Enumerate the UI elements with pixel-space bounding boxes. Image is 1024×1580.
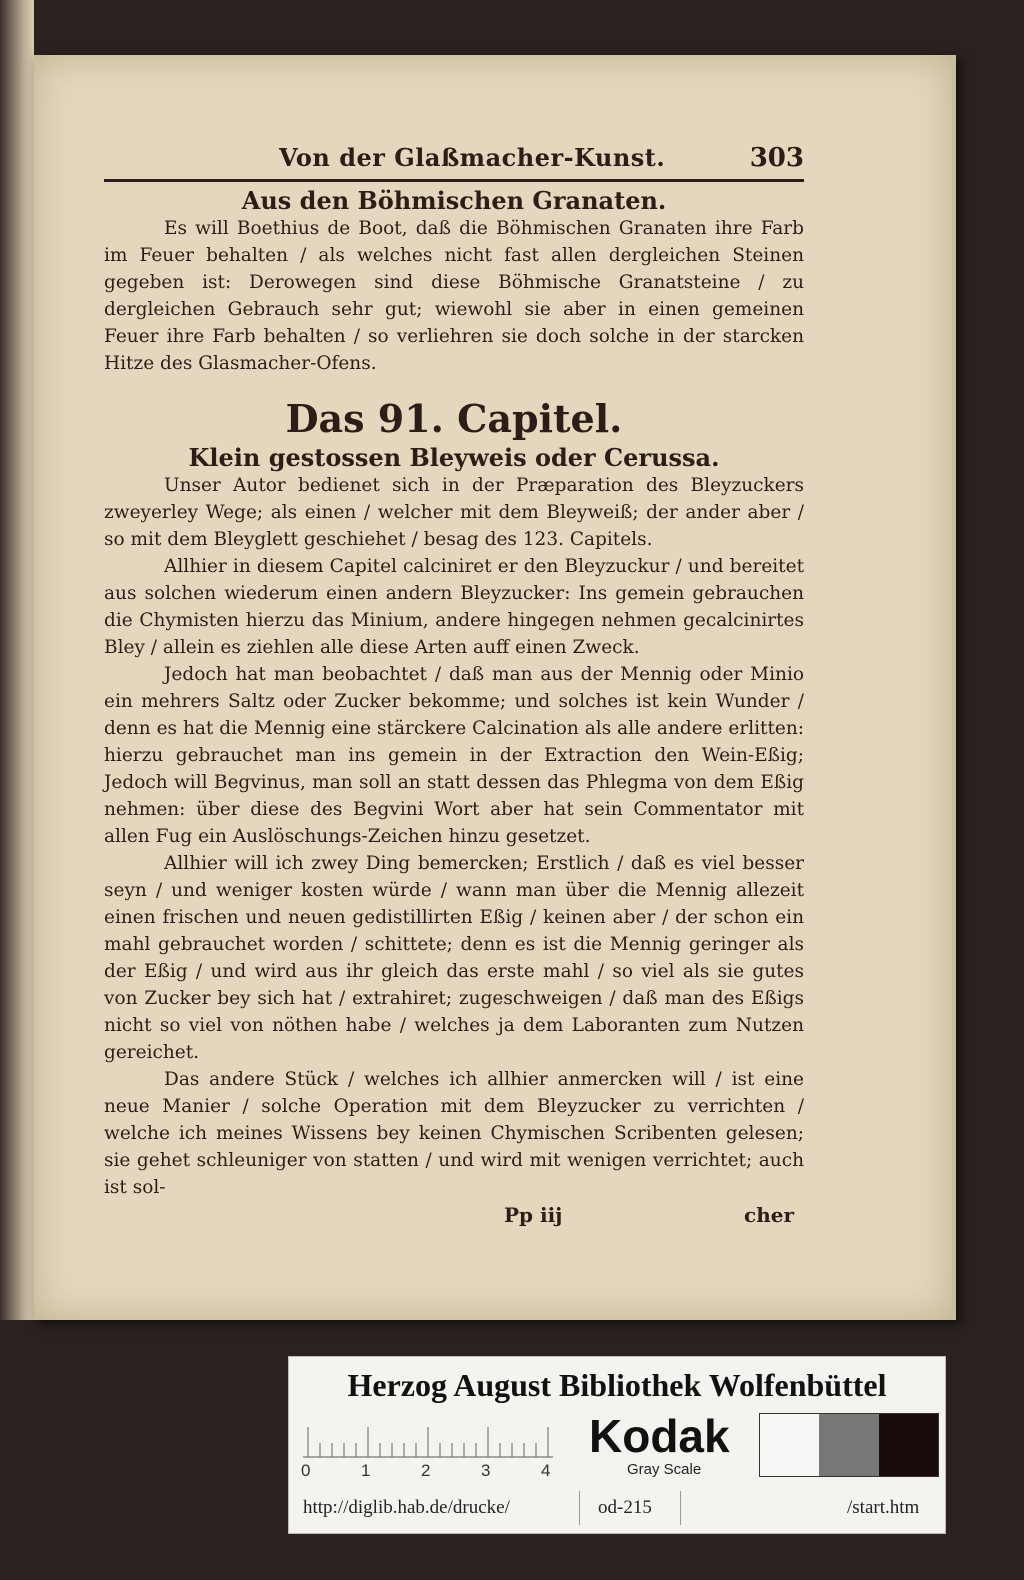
chapter-paragraph-5: Das andere Stück / welches ich allhier anmercken will / ist eine neue Manier / solche Operation mit dem Bleyzucker zu verrichten / welche ich meines Wissens bey keinen Chymischen Scribenten gelesen; sie gehet schleuniger von statten / und wird mit wenigen verrichtet; auch ist sol-	[104, 1069, 804, 1198]
ruler-label-4: 4	[541, 1461, 551, 1480]
book-page	[34, 55, 956, 1320]
gray-patch-black	[879, 1414, 938, 1476]
library-name: Herzog August Bibliothek Wolfenbüttel	[347, 1367, 887, 1403]
section-title: Aus den Böhmischen Granaten.	[241, 186, 667, 215]
chapter-paragraph-4: Allhier will ich zwey Ding bemercken; Erstlich / daß es viel besser seyn / und weniger kosten würde / wann man über die Mennig allezeit einen frischen und neuen gedistillirten Eßig / keinen aber / der schon ein mahl gebrauchet worden / schittete; denn es ist die Mennig geringer als der Eßig / und wird aus ihr gleich das erste mahl / so viel als sie gutes von Zucker bey sich hat / extrahiret; zugeschweigen / daß man des Eßigs nicht so viel von nöthen habe / welches ja dem Laboranten zum Nutzen gereichet.	[104, 853, 804, 1063]
ruler-label-2: 2	[421, 1461, 431, 1480]
url-base: http://diglib.hab.de/drucke/	[303, 1497, 510, 1518]
running-title: Von der Glaßmacher-Kunst.	[279, 143, 666, 172]
chapter-paragraph-2: Allhier in diesem Capitel calciniret er den Bleyzuckur / und bereitet aus solchen wiederum einen andern Bleyzucker: Ins gemein gebrauchen die Chymisten hierzu das Minium, andere hingegen nehmen gecalcinirtes Bley / allein es ziehlen alle diese Arten auff einen Zweck.	[104, 556, 804, 658]
book-edge	[0, 0, 34, 1320]
ruler-label-1: 1	[361, 1461, 371, 1480]
gray-patch-mid	[819, 1414, 878, 1476]
chapter-paragraph-3: Jedoch hat man beobachtet / daß man aus der Mennig oder Minio ein mehrers Saltz oder Zucker bekomme; und solches ist kein Wunder / denn es hat die Mennig eine stärckere Calcination als alle andere erlitten: hierzu gebrauchet man ins gemein in der Extraction den Wein-Eßig; Jedoch will Begvinus, man soll an statt dessen das Phlegma von dem Eßig nehmen: über diese des Begvini Wort aber hat sein Commentator mit allen Fug ein Auslöschungs-Zeichen hinzu gesetzet.	[104, 664, 804, 847]
catchword: cher	[744, 1203, 794, 1227]
ruler-labels	[301, 1461, 561, 1483]
chapter-subtitle: Klein gestossen Bleyweis oder Cerussa.	[188, 443, 720, 472]
url-code-box	[579, 1491, 681, 1525]
url-suffix: /start.htm	[847, 1497, 920, 1518]
url-code: od-215	[598, 1497, 652, 1518]
section-paragraph: Es will Boethius de Boot, daß die Böhmischen Granaten ihre Farb im Feuer behalten / als welches nicht fast allen dergleichen Steinen gegeben ist: Derowegen sind diese Böhmische Granatsteine / zu dergleichen Gebrauch sehr gut; wiewohl sie aber in einen gemeinen Feuer ihre Farb behalten / so verliehren sie doch solche in der starcken Hitze des Glasmacher-Ofens.	[104, 218, 804, 374]
kodak-logo: Kodak	[589, 1410, 730, 1462]
ruler-label-3: 3	[481, 1461, 491, 1480]
page-footer	[104, 1203, 804, 1233]
text-block	[104, 143, 804, 1233]
ruler-scale	[303, 1419, 553, 1459]
chapter-paragraph-1: Unser Autor bedienet sich in der Præparation des Bleyzuckers zweyerley Wege; als einen / welcher mit dem Bleyweiß; der ander aber / so mit dem Bleyglett geschiehet / besag des 123. Capitels.	[104, 475, 804, 550]
signature-mark: Pp iij	[504, 1203, 563, 1227]
chapter-title: Das 91. Capitel.	[285, 396, 623, 441]
gray-scale-label: Gray Scale	[627, 1461, 702, 1478]
url-bar	[289, 1491, 945, 1527]
ruler-label-0: 0	[301, 1461, 311, 1480]
page-number: 303	[749, 143, 804, 173]
gray-scale-patches	[759, 1413, 939, 1477]
gray-patch-white	[760, 1414, 819, 1476]
page-header	[104, 143, 804, 182]
scan-reference-card	[288, 1356, 946, 1534]
